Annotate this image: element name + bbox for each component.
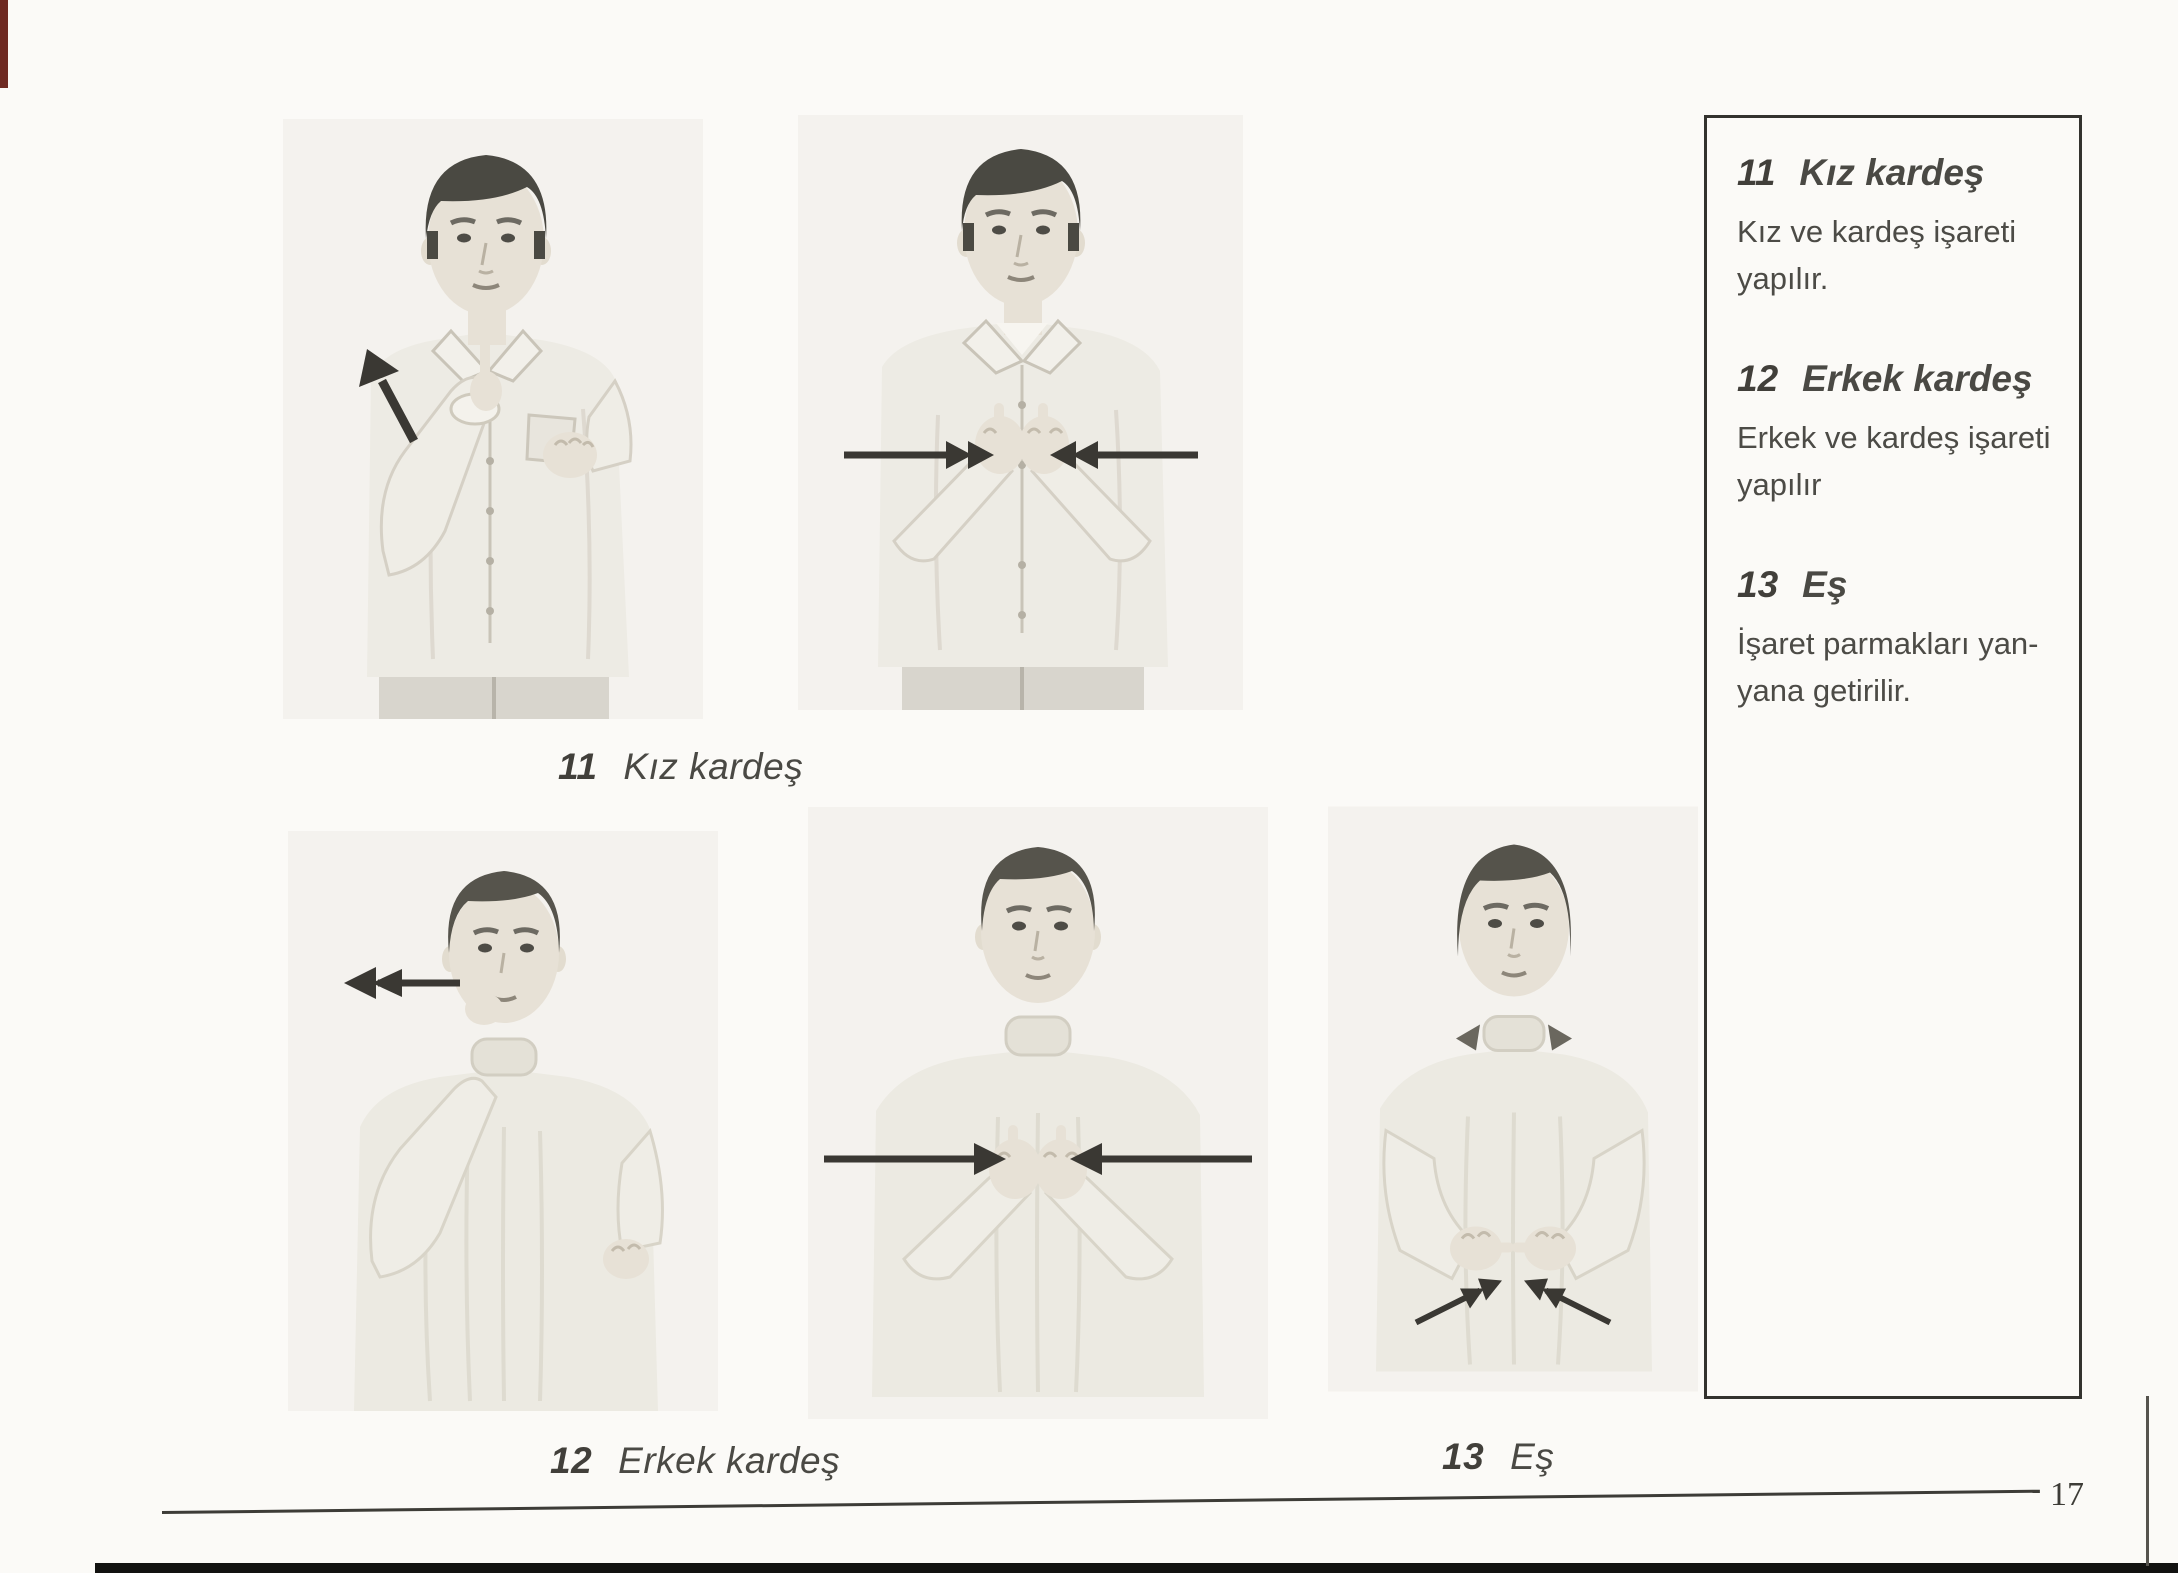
girl-fingers-meeting-illustration	[1328, 806, 1698, 1392]
scan-right-edge	[2146, 1396, 2149, 1566]
photo-sign12-step2	[808, 806, 1268, 1420]
right-fist	[1035, 1139, 1087, 1199]
caption-fig12	[550, 1440, 840, 1482]
man-fists-together-illustration	[798, 114, 1243, 711]
photo-sign11-step2	[798, 114, 1243, 711]
caption-label: Erkek kardeş	[618, 1440, 841, 1481]
sign-description: Erkek ve kardeş işareti yapılır	[1737, 420, 2051, 502]
caption-label: Kız kardeş	[623, 746, 804, 787]
sign-number: 11	[1737, 152, 1776, 193]
instruction-sidebar	[1704, 115, 2082, 1399]
caption-number: 13	[1442, 1436, 1485, 1477]
sign-title: Erkek kardeş	[1802, 358, 2033, 399]
left-fist	[975, 416, 1025, 474]
caption-fig13	[1442, 1436, 1554, 1478]
sign-title: Kız kardeş	[1799, 152, 1985, 193]
fist	[543, 432, 597, 478]
woman-finger-at-lip-illustration	[288, 830, 718, 1412]
left-fist	[1450, 1227, 1502, 1271]
footer-rule	[162, 1490, 2040, 1514]
sidebar-entry-12	[1737, 358, 2053, 508]
scan-corner-mark	[0, 0, 8, 88]
sign-number: 12	[1737, 358, 1779, 399]
scan-bottom-edge	[95, 1563, 2178, 1573]
fist	[603, 1239, 649, 1279]
caption-number: 11	[558, 746, 598, 787]
caption-number: 12	[550, 1440, 593, 1481]
sign-description: Kız ve kardeş işareti yapılır.	[1737, 214, 2017, 296]
right-fist	[1524, 1227, 1576, 1271]
photo-sign13	[1328, 806, 1698, 1392]
sign-number: 13	[1737, 564, 1779, 605]
index-finger	[486, 977, 532, 988]
sidebar-entry-11	[1737, 152, 2053, 302]
photo-sign11-step1	[283, 118, 703, 720]
sign-title: Eş	[1802, 564, 1848, 605]
sign-description: İşaret parmakları yan-yana getirilir.	[1737, 626, 2039, 708]
right-fist	[1019, 416, 1069, 474]
sidebar-entry-13	[1737, 564, 2053, 714]
caption-label: Eş	[1510, 1436, 1555, 1477]
sidebar-entry-heading	[1737, 564, 2053, 606]
left-fist	[989, 1139, 1041, 1199]
index-finger	[480, 319, 490, 385]
man-finger-at-chin-illustration	[283, 118, 703, 720]
page-number: 17	[2050, 1476, 2084, 1513]
photo-sign12-step1	[288, 830, 718, 1412]
woman-fists-together-illustration	[808, 806, 1268, 1420]
caption-fig11	[558, 746, 803, 788]
sidebar-entry-heading	[1737, 358, 2053, 400]
sidebar-entry-heading	[1737, 152, 2053, 194]
